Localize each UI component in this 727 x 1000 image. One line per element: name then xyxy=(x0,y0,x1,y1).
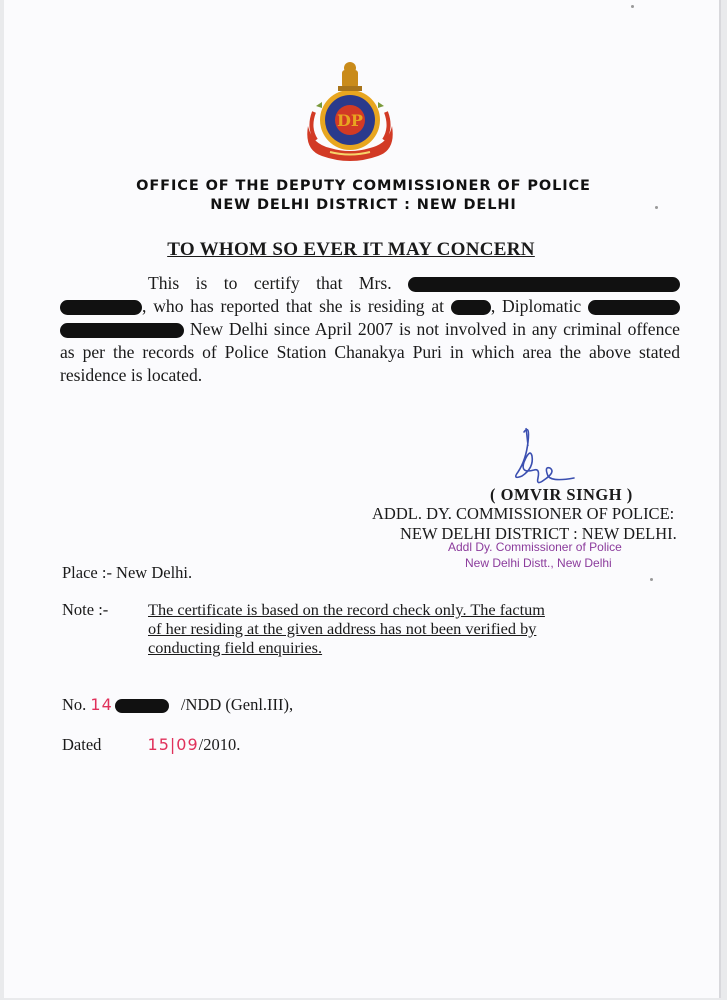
signatory-designation xyxy=(372,504,677,544)
date-label: Dated xyxy=(62,735,102,754)
paper-speck xyxy=(650,578,653,581)
note-text xyxy=(148,600,558,657)
date-line xyxy=(62,735,240,755)
reference-number xyxy=(62,695,293,715)
svg-text:DP: DP xyxy=(337,111,363,130)
reference-suffix: /NDD (Genl.III), xyxy=(180,695,294,714)
redacted-name-cont xyxy=(60,300,142,315)
redacted-reference xyxy=(115,699,169,713)
place: Place :- New Delhi. xyxy=(62,563,193,582)
official-stamp xyxy=(448,539,622,571)
signature-icon xyxy=(504,422,578,492)
redacted-address-cont xyxy=(588,300,680,315)
note-label: Note :- xyxy=(62,600,109,619)
stamp-line-1: Addl Dy. Commissioner of Police xyxy=(448,540,622,554)
note-body: The certificate is based on the record check only. The factum of her residing at the given address has not been verified by conducting field enquiries. xyxy=(148,600,545,657)
date-handwritten: 15|09 xyxy=(147,735,199,754)
reference-handwritten: 14 xyxy=(90,695,113,714)
designation-line-2: NEW DELHI DISTRICT : NEW DELHI. xyxy=(400,524,677,543)
paper-speck xyxy=(655,206,658,209)
date-suffix: /2010. xyxy=(198,735,241,754)
certificate-body xyxy=(60,272,680,387)
document-title: TO WHOM SO EVER IT MAY CONCERN xyxy=(167,239,535,260)
body-text-1: This is to certify that Mrs. xyxy=(148,273,392,293)
stamp-line-2: New Delhi Distt., New Delhi xyxy=(465,556,612,570)
designation-line-1: ADDL. DY. COMMISSIONER OF POLICE: xyxy=(372,504,675,523)
reference-label: No. xyxy=(62,695,87,714)
office-heading: OFFICE OF THE DEPUTY COMMISSIONER OF POLICE xyxy=(136,178,591,194)
body-text-3: , Diplomatic xyxy=(490,296,582,316)
body-text-4: New Delhi since April 2007 is not involved in any criminal offence as per the records of Police Station Chanakya Puri in which area the above stated residence is located. xyxy=(60,319,680,385)
redacted-name xyxy=(408,277,680,292)
paper-speck xyxy=(631,5,634,8)
body-text-2: , who has reported that she is residing at xyxy=(142,296,445,316)
redacted-address xyxy=(451,300,491,315)
delhi-police-emblem-icon xyxy=(300,58,400,164)
signatory-name: ( OMVIR SINGH ) xyxy=(490,485,633,504)
redacted-locality xyxy=(60,323,184,338)
district-heading: NEW DELHI DISTRICT : NEW DELHI xyxy=(210,197,517,213)
